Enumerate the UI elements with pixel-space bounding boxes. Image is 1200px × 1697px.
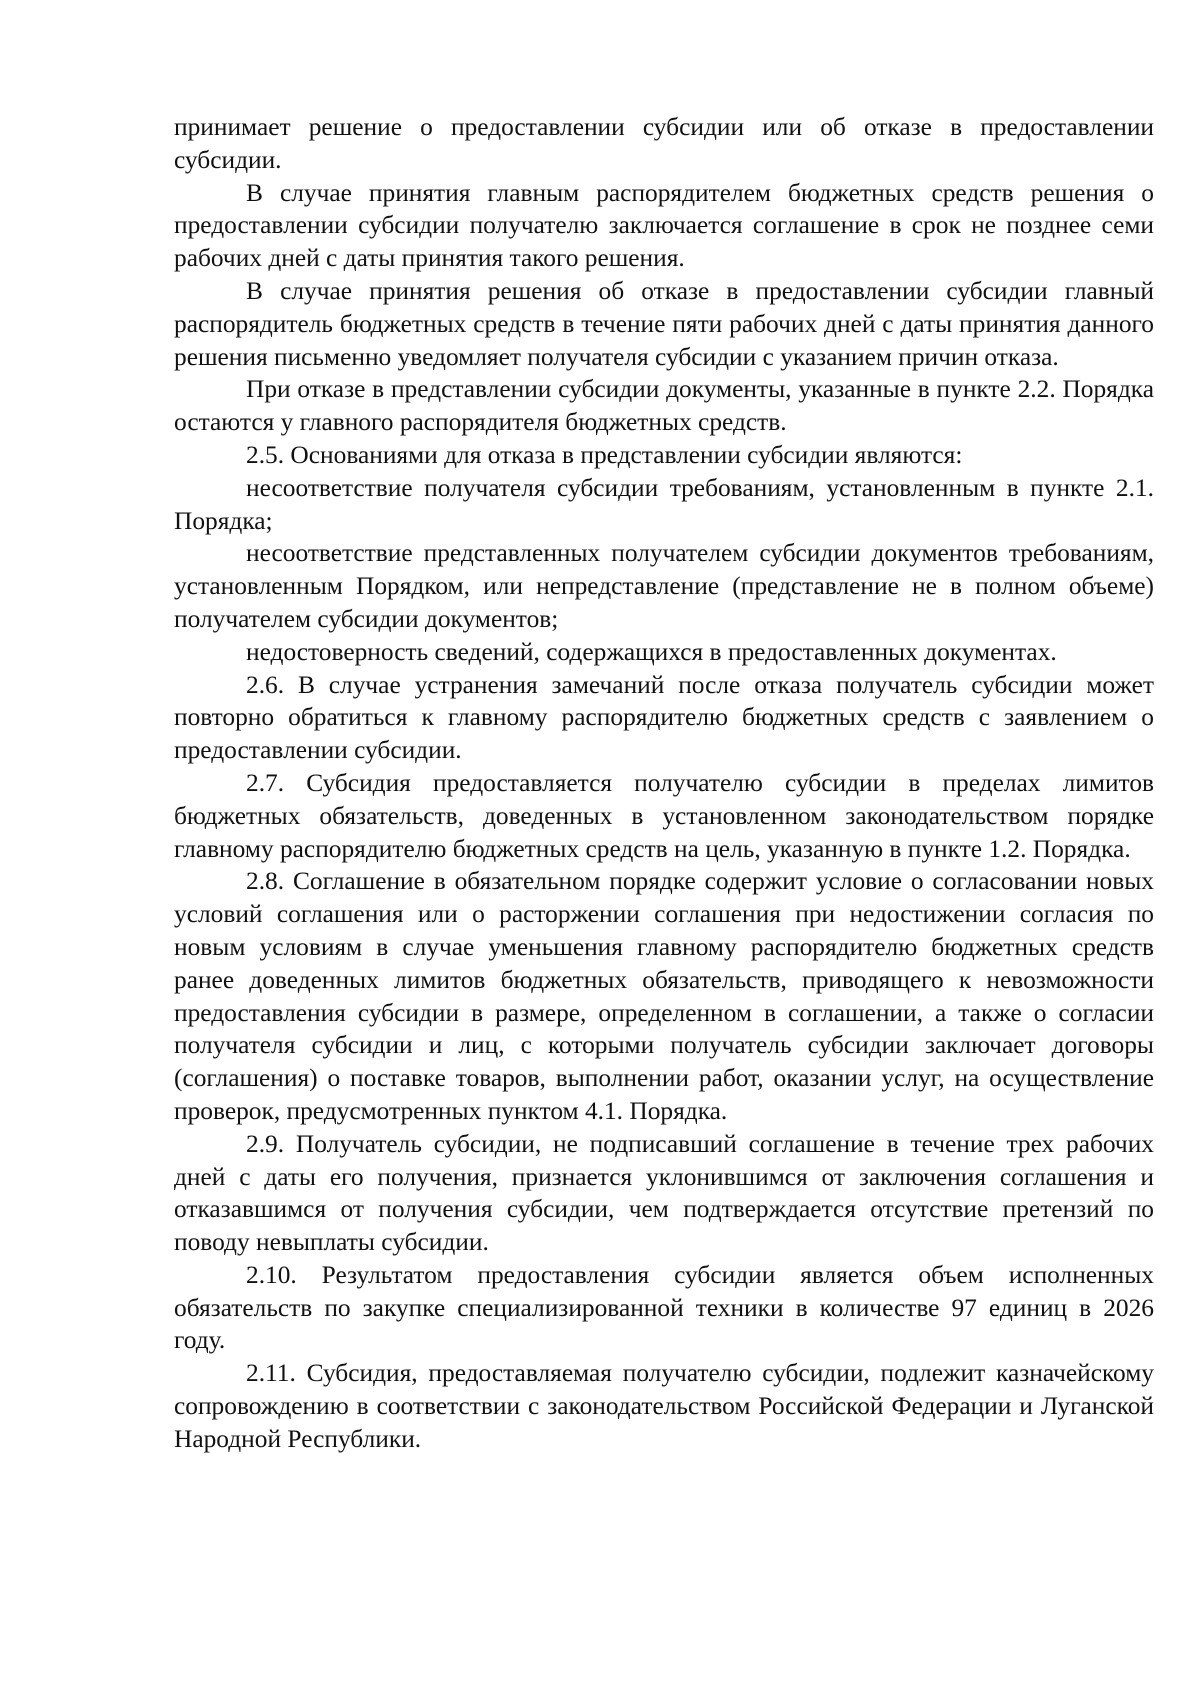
paragraph-agreement-deadline: В случае принятия главным распорядителем бюджетных средств решения о предоставлении субсидии получателю заключается соглашение в срок не позднее семи рабочих дней с даты принятия такого решения. <box>174 178 1154 273</box>
paragraph-clause-2-11: 2.11. Субсидия, предоставляемая получателю субсидии, подлежит казначейскому сопровождению в соответствии с законодательством Российской Федерации и Луганской Народной Республики. <box>174 1359 1154 1453</box>
paragraph-clause-2-5: 2.5. Основаниями для отказа в представлении субсидии являются: <box>246 440 963 469</box>
paragraph-refusal-ground-3: недостоверность сведений, содержащихся в предоставленных документах. <box>246 637 1057 666</box>
paragraph-clause-2-10: 2.10. Результатом предоставления субсидии является объем исполненных обязательств по закупке специализированной техники в количестве 97 единиц в 2026 году. <box>174 1260 1154 1355</box>
document-page <box>174 111 1154 1456</box>
paragraph-clause-2-7: 2.7. Субсидия предоставляется получателю субсидии в пределах лимитов бюджетных обязательств, доведенных в установленном законодательством порядке главному распорядителю бюджетных средств на цель, указанную в пункте 1.2. Порядка. <box>174 768 1154 863</box>
paragraph-refusal-ground-1: несоответствие получателя субсидии требованиям, установленным в пункте 2.1. Порядка; <box>174 473 1154 535</box>
paragraph-refusal-notice: В случае принятия решения об отказе в предоставлении субсидии главный распорядитель бюджетных средств в течение пяти рабочих дней с даты принятия данного решения письменно уведомляет получателя субсидии с указанием причин отказа. <box>174 276 1154 371</box>
paragraph-clause-2-6: 2.6. В случае устранения замечаний после отказа получатель субсидии может повторно обратиться к главному распорядителю бюджетных средств с заявлением о предоставлении субсидии. <box>174 670 1154 765</box>
paragraph-documents-retained: При отказе в представлении субсидии документы, указанные в пункте 2.2. Порядка остаются у главного распорядителя бюджетных средств. <box>174 375 1154 437</box>
paragraph-refusal-ground-2: несоответствие представленных получателем субсидии документов требованиям, установленным Порядком, или непредставление (представление не в полном объеме) получателем субсидии документов; <box>174 539 1154 633</box>
paragraph-clause-2-9: 2.9. Получатель субсидии, не подписавший соглашение в течение трех рабочих дней с даты его получения, признается уклонившимся от заключения соглашения и отказавшимся от получения субсидии, чем подтверждается отсутствие претензий по поводу невыплаты субсидии. <box>174 1129 1154 1257</box>
paragraph-decision-continuation: принимает решение о предоставлении субсидии или об отказе в предоставлении субсидии. <box>174 113 1154 174</box>
paragraph-clause-2-8: 2.8. Соглашение в обязательном порядке содержит условие о согласовании новых условий соглашения или о расторжении соглашения при недостижении согласия по новым условиям в случае уменьшения главному распорядителю бюджетных средств ранее доведенных лимитов бюджетных обязательств, приводящего к невозможности предоставления субсидии в размере, определенном в соглашении, а также о согласии получателя субсидии и лиц, с которыми получатель субсидии заключает договоры (соглашения) о поставке товаров, выполнении работ, оказании услуг, на осуществление проверок, предусмотренных пунктом 4.1. Порядка. <box>174 867 1154 1125</box>
